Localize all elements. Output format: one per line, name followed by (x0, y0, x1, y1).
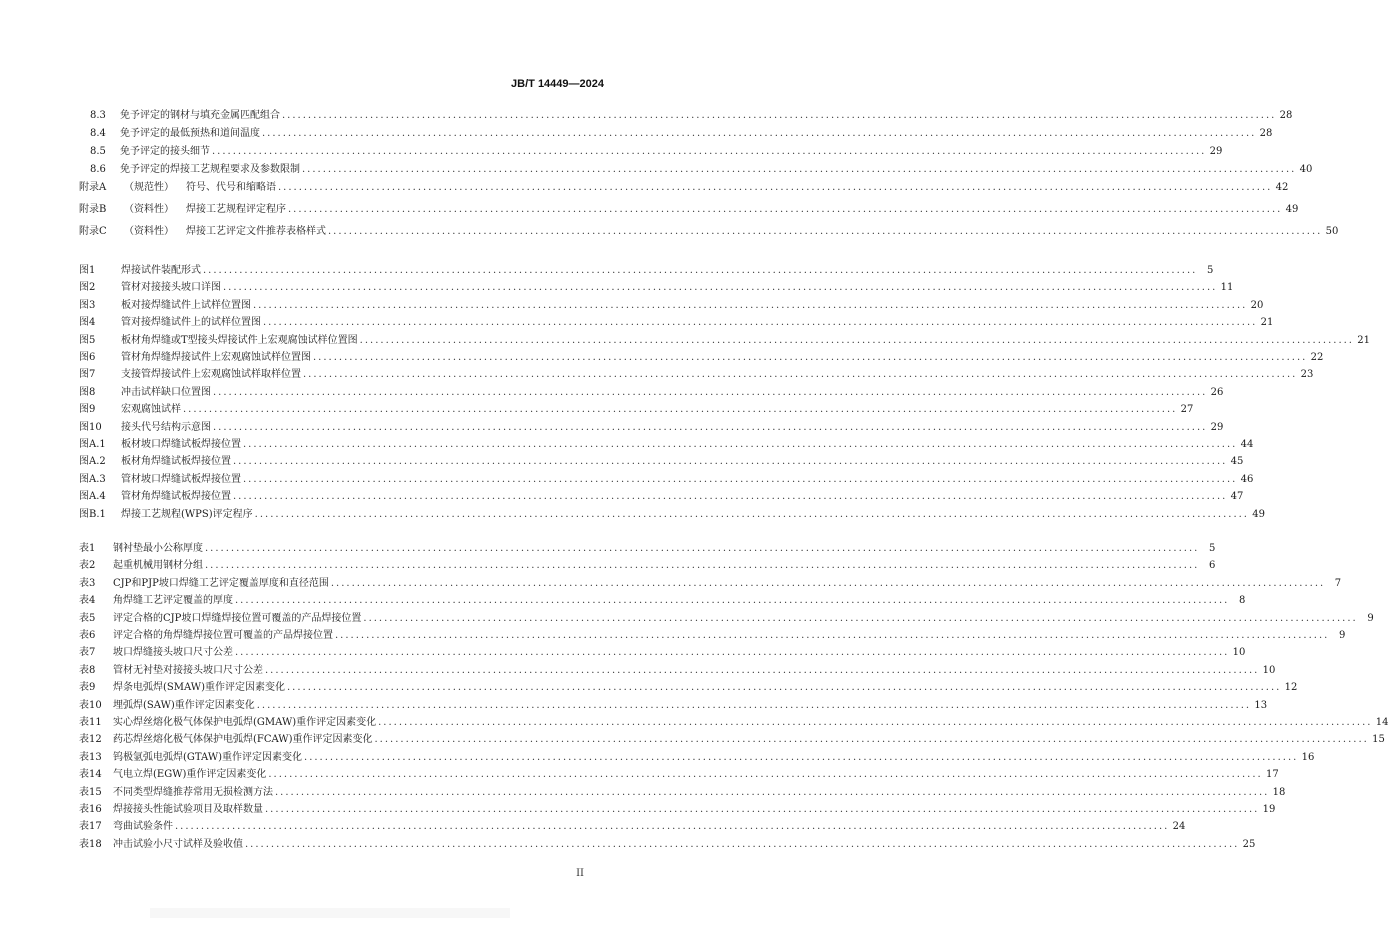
toc-entry-number: 图1 (79, 265, 96, 276)
toc-entry-page: 14 (1375, 717, 1388, 728)
toc-entry-title: 坡口焊缝接头坡口尺寸公差 (113, 647, 233, 658)
toc-entry-page: 8 (1238, 595, 1246, 606)
toc-entry-number: 表15 (79, 787, 102, 798)
toc-entry-title: 角焊缝工艺评定覆盖的厚度 (113, 595, 233, 606)
dot-leader (268, 767, 1262, 783)
toc-entry-number: 8.3 (90, 110, 106, 121)
dot-leader (203, 263, 1197, 279)
toc-entry-title: CJP和PJP坡口焊缝工艺评定覆盖厚度和直径范围 (113, 578, 329, 589)
toc-entry-number: 图A.2 (79, 456, 106, 467)
toc-entry-page: 46 (1240, 474, 1254, 485)
toc-entry-title: 焊接工艺规程评定程序 (186, 204, 286, 215)
toc-entry-title: 评定合格的CJP坡口焊缝焊接位置可覆盖的产品焊接位置 (113, 613, 362, 624)
toc-entry-title: 管材无衬垫对接接头坡口尺寸公差 (113, 665, 263, 676)
toc-entry[interactable] (79, 680, 1298, 696)
toc-entry[interactable] (79, 785, 1286, 801)
toc-entry-number: 表8 (79, 665, 96, 676)
toc-entry-page: 5 (1208, 543, 1216, 554)
toc-entry-number: 附录A (79, 182, 107, 193)
toc-entry-title: 钨极氩弧电弧焊(GTAW)重作评定因素变化 (113, 752, 303, 763)
dot-leader (233, 489, 1227, 505)
dot-leader (275, 785, 1269, 801)
toc-entry[interactable] (79, 558, 1216, 574)
toc-entry-page: 47 (1230, 491, 1244, 502)
toc-entry[interactable] (79, 767, 1279, 783)
toc-entry-number: 图A.3 (79, 474, 106, 485)
toc-entry-title: 宏观腐蚀试样 (121, 404, 181, 415)
dot-leader (335, 628, 1329, 644)
dot-leader (235, 593, 1229, 609)
toc-entry-title: 免予评定的焊接工艺规程要求及参数限制 (120, 164, 300, 175)
toc-entry-number: 表1 (79, 543, 96, 554)
toc-entry-number: 表3 (79, 578, 96, 589)
toc-entry[interactable] (79, 593, 1246, 609)
dot-leader (302, 162, 1296, 178)
toc-entry[interactable] (79, 350, 1324, 366)
toc-entry-page: 49 (1252, 509, 1265, 520)
toc-entry[interactable] (90, 126, 1273, 142)
dot-leader (265, 802, 1259, 818)
toc-entry-kind: （资料性） (124, 204, 174, 215)
dot-leader (360, 333, 1354, 349)
toc-entry-title: 板材坡口焊缝试板焊接位置 (121, 439, 241, 450)
dot-leader (257, 698, 1251, 714)
toc-entry-number: 图B.1 (79, 509, 106, 520)
toc-entry[interactable] (79, 732, 1385, 748)
toc-entry-page: 45 (1230, 456, 1244, 467)
toc-entry-page: 21 (1357, 335, 1370, 346)
dot-leader (278, 180, 1272, 196)
toc-entry-title: 免予评定的接头细节 (120, 146, 210, 157)
toc-entry[interactable] (79, 367, 1314, 383)
dot-leader (265, 663, 1259, 679)
toc-entry-page: 28 (1279, 110, 1293, 121)
toc-entry[interactable] (79, 298, 1264, 314)
toc-entry-title: 管材对接接头坡口详图 (121, 282, 221, 293)
dot-leader (243, 472, 1237, 488)
toc-entry-title: 冲击试样缺口位置图 (121, 387, 211, 398)
toc-entry-title: 焊条电弧焊(SMAW)重作评定因素变化 (113, 682, 285, 693)
dot-leader (263, 315, 1257, 331)
toc-entry-title: 钢衬垫最小公称厚度 (113, 543, 203, 554)
toc-entry-title: 符号、代号和缩略语 (186, 182, 276, 193)
toc-entry-number: 图5 (79, 335, 96, 346)
toc-entry[interactable] (79, 698, 1268, 714)
toc-entry-number: 表6 (79, 630, 96, 641)
toc-entry[interactable] (79, 454, 1244, 470)
toc-entry-number: 表14 (79, 769, 102, 780)
toc-entry-number: 表5 (79, 613, 96, 624)
toc-entry-title: 弯曲试验条件 (113, 821, 173, 832)
toc-entry[interactable] (79, 576, 1342, 592)
toc-entry-page: 25 (1242, 839, 1256, 850)
toc-entry[interactable] (79, 802, 1276, 818)
toc-entry-number: 表4 (79, 595, 96, 606)
toc-entry-title: 焊接工艺规程(WPS)评定程序 (121, 509, 253, 520)
toc-entry[interactable] (79, 663, 1276, 679)
toc-entry[interactable] (90, 162, 1313, 178)
toc-entry-page: 15 (1372, 734, 1385, 745)
page-number: II (576, 868, 584, 879)
dot-leader (262, 126, 1256, 142)
toc-entry-title: 药芯焊丝熔化极气体保护电弧焊(FCAW)重作评定因素变化 (113, 734, 373, 745)
toc-entry[interactable] (79, 507, 1265, 523)
toc-entry-kind: （资料性） (124, 226, 174, 237)
toc-entry-title: 气电立焊(EGW)重作评定因素变化 (113, 769, 267, 780)
toc-entry-page: 6 (1208, 560, 1216, 571)
toc-entry-page: 11 (1220, 282, 1234, 293)
toc-entry-title: 管材角焊缝焊接试件上宏观腐蚀试样位置图 (121, 352, 311, 363)
toc-entry-page: 17 (1265, 769, 1279, 780)
toc-entry-page: 5 (1206, 265, 1214, 276)
toc-entry-number: 表13 (79, 752, 102, 763)
toc-entry-number: 附录B (79, 204, 107, 215)
dot-leader (378, 715, 1372, 731)
toc-entry-page: 21 (1260, 317, 1274, 328)
dot-leader (282, 108, 1276, 124)
dot-leader (255, 507, 1249, 523)
dot-leader (287, 680, 1281, 696)
toc-entry-number: 图2 (79, 282, 96, 293)
toc-entry-title: 评定合格的角焊缝焊接位置可覆盖的产品焊接位置 (113, 630, 333, 641)
toc-entry-title: 板对接焊缝试件上试样位置图 (121, 300, 251, 311)
toc-entry-page: 44 (1240, 439, 1254, 450)
toc-entry-page: 28 (1259, 128, 1273, 139)
toc-entry[interactable] (79, 402, 1194, 418)
toc-entry-title: 板材角焊缝试板焊接位置 (121, 456, 231, 467)
toc-entry-title: 管材坡口焊缝试板焊接位置 (121, 474, 241, 485)
toc-entry-number: 图9 (79, 404, 96, 415)
toc-entry[interactable] (79, 420, 1224, 436)
toc-entry[interactable] (79, 541, 1216, 557)
dot-leader (331, 576, 1325, 592)
toc-entry-number: 图A.1 (79, 439, 106, 450)
footer-watermark (150, 908, 510, 918)
toc-entry-number: 表7 (79, 647, 96, 658)
toc-entry[interactable] (79, 750, 1315, 766)
toc-entry[interactable] (79, 819, 1186, 835)
toc-entry[interactable] (79, 202, 1299, 218)
toc-entry-number: 表9 (79, 682, 96, 693)
toc-entry[interactable] (79, 611, 1374, 627)
toc-entry-number: 图3 (79, 300, 96, 311)
toc-entry-page: 7 (1334, 578, 1342, 589)
toc-entry-number: 表2 (79, 560, 96, 571)
toc-entry[interactable] (79, 333, 1370, 349)
toc-entry[interactable] (79, 715, 1388, 731)
toc-entry-page: 23 (1300, 369, 1314, 380)
toc-entry[interactable] (79, 628, 1346, 644)
toc-entry-page: 18 (1272, 787, 1286, 798)
toc-entry-kind: （规范性） (124, 182, 174, 193)
toc-entry-title: 冲击试验小尺寸试样及验收值 (113, 839, 243, 850)
toc-entry-page: 22 (1310, 352, 1324, 363)
toc-entry-page: 20 (1250, 300, 1264, 311)
toc-entry-page: 24 (1172, 821, 1186, 832)
dot-leader (243, 437, 1237, 453)
toc-entry-number: 表12 (79, 734, 102, 745)
toc-entry-title: 不同类型焊缝推荐常用无损检测方法 (113, 787, 273, 798)
toc-entry[interactable] (79, 315, 1274, 331)
toc-entry-number: 表10 (79, 700, 102, 711)
dot-leader (288, 202, 1282, 218)
toc-entry-title: 起重机械用钢材分组 (113, 560, 203, 571)
toc-entry[interactable] (90, 108, 1293, 124)
toc-entry[interactable] (79, 437, 1254, 453)
toc-entry-number: 8.4 (90, 128, 106, 139)
toc-entry-page: 9 (1338, 630, 1346, 641)
toc-entry-number: 8.6 (90, 164, 106, 175)
toc-entry[interactable] (79, 489, 1244, 505)
toc-entry-title: 板材角焊缝或T型接头焊接试件上宏观腐蚀试样位置图 (121, 335, 358, 346)
dot-leader (175, 819, 1169, 835)
toc-entry-page: 19 (1262, 804, 1276, 815)
dot-leader (313, 350, 1307, 366)
dot-leader (213, 420, 1207, 436)
dot-leader (375, 732, 1369, 748)
toc-entry-number: 表17 (79, 821, 102, 832)
toc-entry-number: 图8 (79, 387, 96, 398)
dot-leader (212, 144, 1206, 160)
toc-entry-title: 免予评定的最低预热和道间温度 (120, 128, 260, 139)
toc-entry-page: 16 (1301, 752, 1315, 763)
toc-entry-title: 支接管焊接试件上宏观腐蚀试样取样位置 (121, 369, 301, 380)
toc-entry-number: 图4 (79, 317, 96, 328)
toc-entry-page: 13 (1254, 700, 1268, 711)
toc-entry-number: 图10 (79, 422, 102, 433)
toc-entry-number: 表16 (79, 804, 102, 815)
toc-entry-number: 附录C (79, 226, 107, 237)
toc-entry-number: 图6 (79, 352, 96, 363)
dot-leader (205, 558, 1199, 574)
toc-entry-page: 29 (1209, 146, 1223, 157)
toc-entry-page: 26 (1210, 387, 1224, 398)
dot-leader (245, 837, 1239, 853)
toc-entry-title: 免予评定的钢材与填充金属匹配组合 (120, 110, 280, 121)
toc-entry[interactable] (79, 280, 1234, 296)
toc-entry-page: 42 (1275, 182, 1289, 193)
toc-entry-page: 50 (1325, 226, 1339, 237)
toc-entry[interactable] (79, 180, 1289, 196)
dot-leader (213, 385, 1207, 401)
dot-leader (235, 645, 1229, 661)
standard-number: JB/T 14449—2024 (511, 78, 604, 90)
dot-leader (223, 280, 1217, 296)
toc-entry-title: 焊接试件装配形式 (121, 265, 201, 276)
toc-entry-page: 9 (1367, 613, 1374, 624)
toc-entry-title: 管材角焊缝试板焊接位置 (121, 491, 231, 502)
dot-leader (328, 224, 1322, 240)
toc-entry-number: 图7 (79, 369, 96, 380)
toc-entry-title: 焊接接头性能试验项目及取样数量 (113, 804, 263, 815)
toc-entry[interactable] (79, 263, 1214, 279)
toc-entry-title: 焊接工艺评定文件推荐表格样式 (186, 226, 326, 237)
toc-entry-page: 10 (1262, 665, 1276, 676)
dot-leader (304, 750, 1298, 766)
toc-entry-page: 27 (1180, 404, 1194, 415)
dot-leader (253, 298, 1247, 314)
toc-entry[interactable] (79, 224, 1339, 240)
toc-entry-number: 图A.4 (79, 491, 106, 502)
dot-leader (303, 367, 1297, 383)
toc-entry[interactable] (79, 837, 1256, 853)
toc-entry-number: 表11 (79, 717, 102, 728)
toc-entry-page: 49 (1285, 204, 1299, 215)
toc-entry-page: 10 (1232, 647, 1246, 658)
toc-entry-title: 埋弧焊(SAW)重作评定因素变化 (113, 700, 255, 711)
toc-entry-title: 实心焊丝熔化极气体保护电弧焊(GMAW)重作评定因素变化 (113, 717, 377, 728)
dot-leader (205, 541, 1199, 557)
dot-leader (363, 611, 1357, 627)
toc-entry[interactable] (79, 385, 1224, 401)
toc-entry[interactable] (79, 472, 1254, 488)
toc-entry-title: 管对接焊缝试件上的试样位置图 (121, 317, 261, 328)
toc-entry-page: 12 (1284, 682, 1298, 693)
toc-entry[interactable] (79, 645, 1246, 661)
toc-entry-page: 29 (1210, 422, 1224, 433)
toc-entry-title: 接头代号结构示意图 (121, 422, 211, 433)
toc-entry[interactable] (90, 144, 1223, 160)
toc-entry-number: 8.5 (90, 146, 106, 157)
dot-leader (183, 402, 1177, 418)
toc-entry-page: 40 (1299, 164, 1313, 175)
dot-leader (233, 454, 1227, 470)
toc-entry-number: 表18 (79, 839, 102, 850)
